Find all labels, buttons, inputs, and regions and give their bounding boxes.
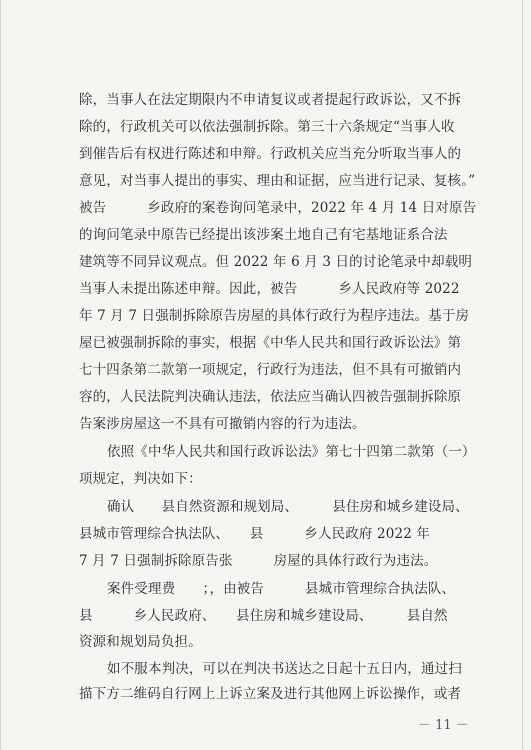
body-line-4: 意见，对当事人提出的事实、理由和证据，应当进行记录、复核。” bbox=[79, 173, 476, 189]
body-line-8: 当事人未提出陈述申辩。因此，被告 乡人民政府等 2022 bbox=[79, 281, 460, 297]
body-line-13: 告案涉房屋这一不具有可撤销内容的行为违法。 bbox=[79, 416, 366, 432]
body-line-6: 的询问笔录中原告已经提出该涉案土地自己有宅基地证系合法 bbox=[79, 227, 448, 243]
body-line-3: 到催告后有权进行陈述和申辩。行政机关应当充分听取当事人的 bbox=[79, 146, 462, 162]
body-line-5: 被告 乡政府的案卷询问笔录中，2022 年 4 月 14 日对原告 bbox=[79, 200, 477, 216]
body-line-15: 项规定，判决如下： bbox=[79, 471, 202, 487]
body-line-17: 县城市管理综合执法队、 县 乡人民政府 2022 年 bbox=[79, 526, 431, 542]
body-line-20: 县 乡人民政府、 县住房和城乡建设局、 县自然 bbox=[79, 608, 448, 624]
scan-edge-left bbox=[0, 0, 1, 750]
body-line-21: 资源和规划局负担。 bbox=[79, 634, 202, 650]
body-line-9: 年 7 月 7 日强制拆除原告房屋的具体行政行为程序违法。基于房 bbox=[79, 308, 470, 324]
body-line-1: 除，当事人在法定期限内不申请复议或者提起行政诉讼，又不拆 bbox=[79, 92, 462, 108]
page-number: － 11 － bbox=[418, 718, 469, 733]
body-line-7: 建筑等不同异议观点。但 2022 年 6 月 3 日的讨论笔录中却载明 bbox=[79, 254, 473, 270]
body-line-16: 确认 县自然资源和规划局、 县住房和城乡建设局、 bbox=[107, 499, 469, 515]
scan-edge-right bbox=[522, 0, 523, 750]
body-line-22: 如不服本判决，可以在判决书送达之日起十五日内，通过扫 bbox=[107, 661, 462, 677]
body-line-2: 除的，行政机关可以依法强制拆除。第三十六条规定“当事人收 bbox=[79, 119, 455, 135]
body-line-18: 7 月 7 日强制拆除原告张 房屋的具体行政行为违法。 bbox=[79, 553, 438, 569]
body-line-10: 屋已被强制拆除的事实，根据《中华人民共和国行政诉讼法》第 bbox=[79, 335, 462, 351]
body-line-19: 案件受理费 ；，由被告 县城市管理综合执法队、 bbox=[107, 581, 456, 597]
body-line-11: 七十四条第二款第一项规定，行政行为违法，但不具有可撤销内 bbox=[79, 362, 462, 378]
body-line-12: 容的，人民法院判决确认违法，依法应当确认四被告强制拆除原 bbox=[79, 389, 462, 405]
body-line-23: 描下方二维码自行网上上诉立案及进行其他网上诉讼操作，或者 bbox=[79, 686, 462, 702]
body-line-14: 依照《中华人民共和国行政诉讼法》第七十四第二款第（一） bbox=[107, 444, 476, 460]
